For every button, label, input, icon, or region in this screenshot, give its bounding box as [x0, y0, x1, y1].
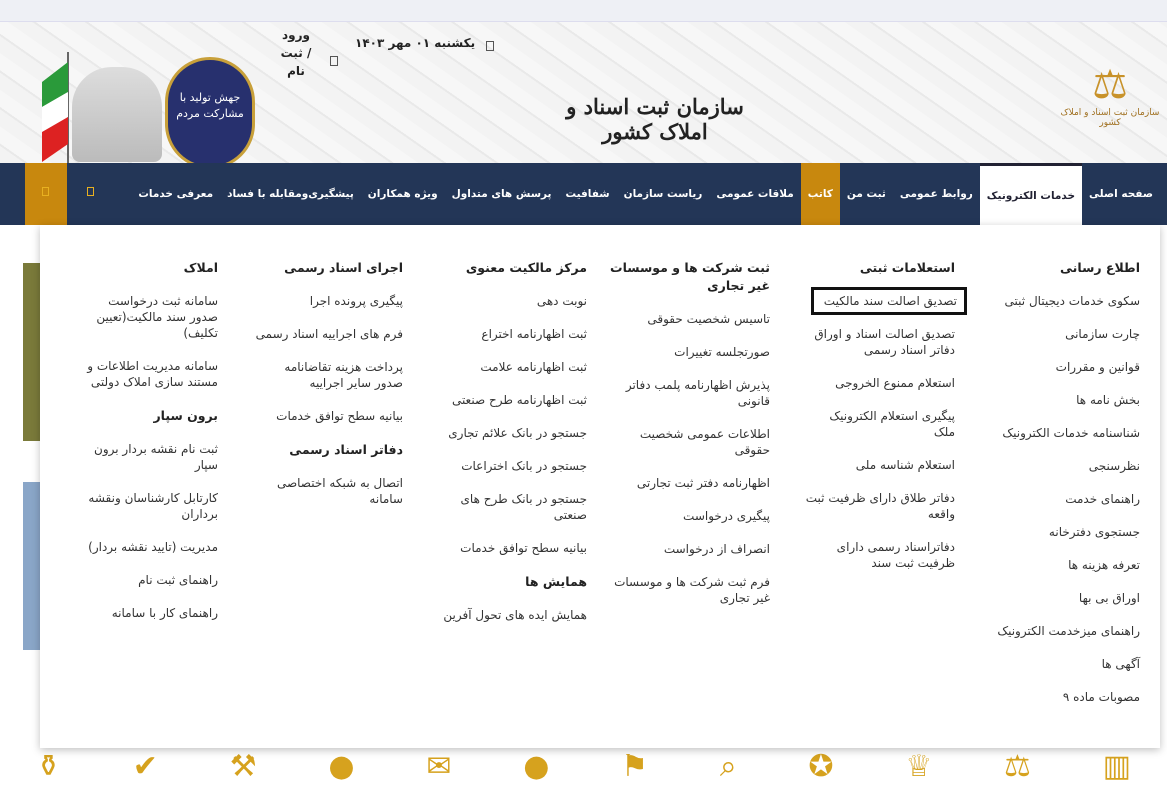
site-title: سازمان ثبت اسناد و املاک کشور	[566, 94, 744, 144]
nav-faq[interactable]: پرسش های متداول	[451, 188, 552, 200]
menu-link[interactable]: راهنمای میزخدمت الکترونیک	[997, 624, 1140, 638]
nav-public-relations[interactable]: روابط عمومی	[899, 188, 973, 200]
menu-link[interactable]: فرم ثبت شرکت ها و موسسات غیر تجاری	[614, 575, 770, 605]
menu-link[interactable]: بیانیه سطح توافق خدمات	[276, 409, 403, 423]
menu-link[interactable]: شناسنامه خدمات الکترونیک	[1002, 426, 1140, 440]
menu-link[interactable]: جستجو در بانک اختراعات	[461, 459, 587, 473]
menu-link[interactable]: راهنمای ثبت نام	[138, 573, 218, 587]
column-title: اجرای اسناد رسمی	[284, 260, 403, 275]
background-banner-image	[23, 263, 40, 441]
menu-column-intellectual-property	[437, 259, 587, 640]
calendar-icon	[486, 41, 494, 51]
menu-link[interactable]: مصوبات ماده ۹	[1062, 690, 1140, 704]
service-icon[interactable]: ✔	[132, 749, 158, 784]
menu-column-official-documents-execution	[253, 259, 403, 524]
menu-link[interactable]: اطلاعات عمومی شخصیت حقوقی	[639, 427, 770, 457]
organization-logo[interactable]: ⚖ سازمان ثبت اسناد و املاک کشور	[1060, 62, 1160, 128]
column-title: استعلامات ثبتی	[859, 260, 955, 275]
menu-link[interactable]: راهنمای خدمت	[1065, 492, 1140, 506]
service-icon[interactable]: ●	[523, 749, 550, 784]
nav-anti-corruption[interactable]: پیشگیری‌ومقابله با فساد	[227, 188, 354, 200]
menu-column-properties	[78, 259, 218, 638]
menu-link[interactable]: نظرسنجی	[1088, 459, 1140, 473]
nav-colleagues[interactable]: ویژه همکاران	[367, 188, 438, 200]
menu-link[interactable]: مدیریت (تایید نقشه بردار)	[88, 540, 218, 554]
menu-link[interactable]: پیگیری پرونده اجرا	[309, 294, 403, 308]
menu-link[interactable]: پذیرش اظهارنامه پلمب دفاتر قانونی	[625, 378, 770, 408]
menu-link[interactable]: بخش نامه ها	[1076, 393, 1140, 407]
menu-link[interactable]: جستجو در بانک علائم تجاری	[448, 426, 587, 440]
menu-column-registry-inquiries	[805, 259, 955, 588]
column-title: مرکز مالکیت معنوی	[465, 260, 587, 275]
menu-link[interactable]: اتصال به شبکه اختصاصی سامانه	[276, 476, 403, 506]
top-bar	[0, 0, 1167, 22]
menu-link[interactable]: دفاتراسناد رسمی دارای ظرفیت ثبت سند	[836, 540, 955, 570]
site-header	[0, 22, 1167, 163]
menu-link[interactable]: انصراف از درخواست	[663, 542, 770, 556]
menu-link[interactable]: قوانین و مقررات	[1055, 360, 1140, 374]
background-banner-image	[23, 482, 40, 650]
menu-link[interactable]: تعرفه هزینه ها	[1068, 558, 1140, 572]
menu-link[interactable]: استعلام ممنوع الخروجی	[835, 376, 955, 390]
nav-public-meetings[interactable]: ملاقات عمومی	[716, 188, 794, 200]
menu-link[interactable]: پیگیری درخواست	[683, 509, 770, 523]
menu-link[interactable]: سکوی خدمات دیجیتال ثبتی	[1004, 294, 1140, 308]
service-icon[interactable]: ✪	[808, 749, 834, 784]
menu-link[interactable]: آگهی ها	[1101, 657, 1140, 671]
menu-link[interactable]: سامانه مدیریت اطلاعات و مستند سازی املاک دولتی	[87, 359, 218, 389]
menu-link[interactable]: ثبت اظهارنامه طرح صنعتی	[451, 393, 587, 407]
menu-link[interactable]: ثبت اظهارنامه علامت	[480, 360, 587, 374]
menu-link[interactable]: تاسیس شخصیت حقوقی	[647, 312, 770, 326]
service-icons-row	[0, 748, 1167, 786]
menu-column-information	[970, 259, 1140, 722]
leaders-portrait-image	[72, 67, 162, 162]
menu-link[interactable]: دفاتر طلاق دارای ظرفیت ثبت واقعه	[805, 491, 955, 521]
service-icon[interactable]: ▥	[1102, 749, 1132, 784]
menu-link[interactable]: پرداخت هزینه تقاضانامه صدور سایر اجراییه	[284, 360, 403, 390]
menu-link[interactable]: چارت سازمانی	[1065, 327, 1140, 341]
column-subtitle: برون سپار	[153, 408, 218, 423]
nav-home[interactable]: صفحه اصلی	[1089, 188, 1153, 200]
electronic-services-mega-menu	[40, 225, 1160, 748]
column-title: ثبت شرکت ها و موسسات غیر تجاری	[610, 260, 770, 293]
menu-link[interactable]: راهنمای کار با سامانه	[111, 606, 218, 620]
column-title: اطلاع رسانی	[1060, 260, 1140, 275]
service-icon[interactable]: ♕	[905, 749, 933, 784]
menu-link[interactable]: اظهارنامه دفتر ثبت تجارتی	[636, 476, 770, 490]
search-icon	[42, 187, 49, 196]
menu-link[interactable]: استعلام شناسه ملی	[855, 458, 955, 472]
service-icon[interactable]: ⌕	[719, 749, 737, 784]
column-title: املاک	[183, 260, 218, 275]
service-icon[interactable]: ⚒	[229, 749, 257, 784]
menu-link[interactable]: سامانه ثبت درخواست صدور سند مالکیت(تعیین تکلیف)	[96, 294, 218, 340]
main-navigation	[0, 163, 1167, 225]
menu-icon[interactable]	[87, 187, 94, 196]
column-subtitle: همایش ها	[525, 574, 587, 589]
service-icon[interactable]: ⚑	[621, 749, 649, 784]
nav-sabt-man[interactable]: ثبت من	[846, 188, 886, 200]
menu-link[interactable]: نوبت دهی	[536, 294, 587, 308]
menu-link[interactable]: فرم های اجراییه اسناد رسمی	[255, 327, 403, 341]
column-subtitle: دفاتر اسناد رسمی	[289, 442, 403, 457]
menu-link[interactable]: بیانیه سطح توافق خدمات	[460, 541, 587, 555]
current-date: یکشنبه ۰۱ مهر ۱۴۰۳	[355, 36, 476, 50]
menu-link[interactable]: کارتابل کارشناسان ونقشه برداران	[88, 491, 218, 521]
service-icon[interactable]: ●	[328, 749, 355, 784]
slogan-badge: جهش تولید با مشارکت مردم	[165, 57, 255, 169]
nav-kateb[interactable]: کاتب	[801, 163, 840, 225]
user-icon	[330, 56, 338, 66]
nav-services-intro[interactable]: معرفی خدمات	[138, 188, 214, 200]
nav-electronic-services[interactable]: خدمات الکترونیک	[980, 163, 1082, 225]
service-icon[interactable]: ⚖	[1004, 749, 1031, 784]
menu-link[interactable]: جستجو در بانک طرح های صنعتی	[460, 492, 587, 522]
nav-transparency[interactable]: شفافیت	[565, 188, 610, 200]
login-register-link[interactable]: ورود / ثبت نام	[280, 28, 312, 78]
menu-link[interactable]: ثبت نام نقشه بردار برون سپار	[94, 442, 218, 472]
menu-link[interactable]: تصدیق اصالت اسناد و اوراق دفاتر اسناد رسمی	[814, 327, 955, 357]
service-icon[interactable]: ✉	[426, 749, 452, 784]
menu-column-companies	[610, 259, 770, 623]
menu-link[interactable]: پیگیری استعلام الکترونیک ملک	[829, 409, 955, 439]
menu-link[interactable]: صورتجلسه تغییرات	[674, 345, 770, 359]
menu-link[interactable]: همایش ایده های تحول آفرین	[443, 608, 587, 622]
menu-link[interactable]: اوراق بی بها	[1078, 591, 1140, 605]
menu-link[interactable]: ثبت اظهارنامه اختراع	[481, 327, 587, 341]
menu-link-ownership-deed-verification[interactable]: تصدیق اصالت سند مالکیت	[817, 293, 961, 309]
menu-link[interactable]: جستجوی دفترخانه	[1048, 525, 1140, 539]
nav-presidency[interactable]: ریاست سازمان	[623, 188, 703, 200]
service-icon[interactable]: ⚱	[35, 749, 62, 784]
iran-flag-icon	[38, 52, 72, 167]
